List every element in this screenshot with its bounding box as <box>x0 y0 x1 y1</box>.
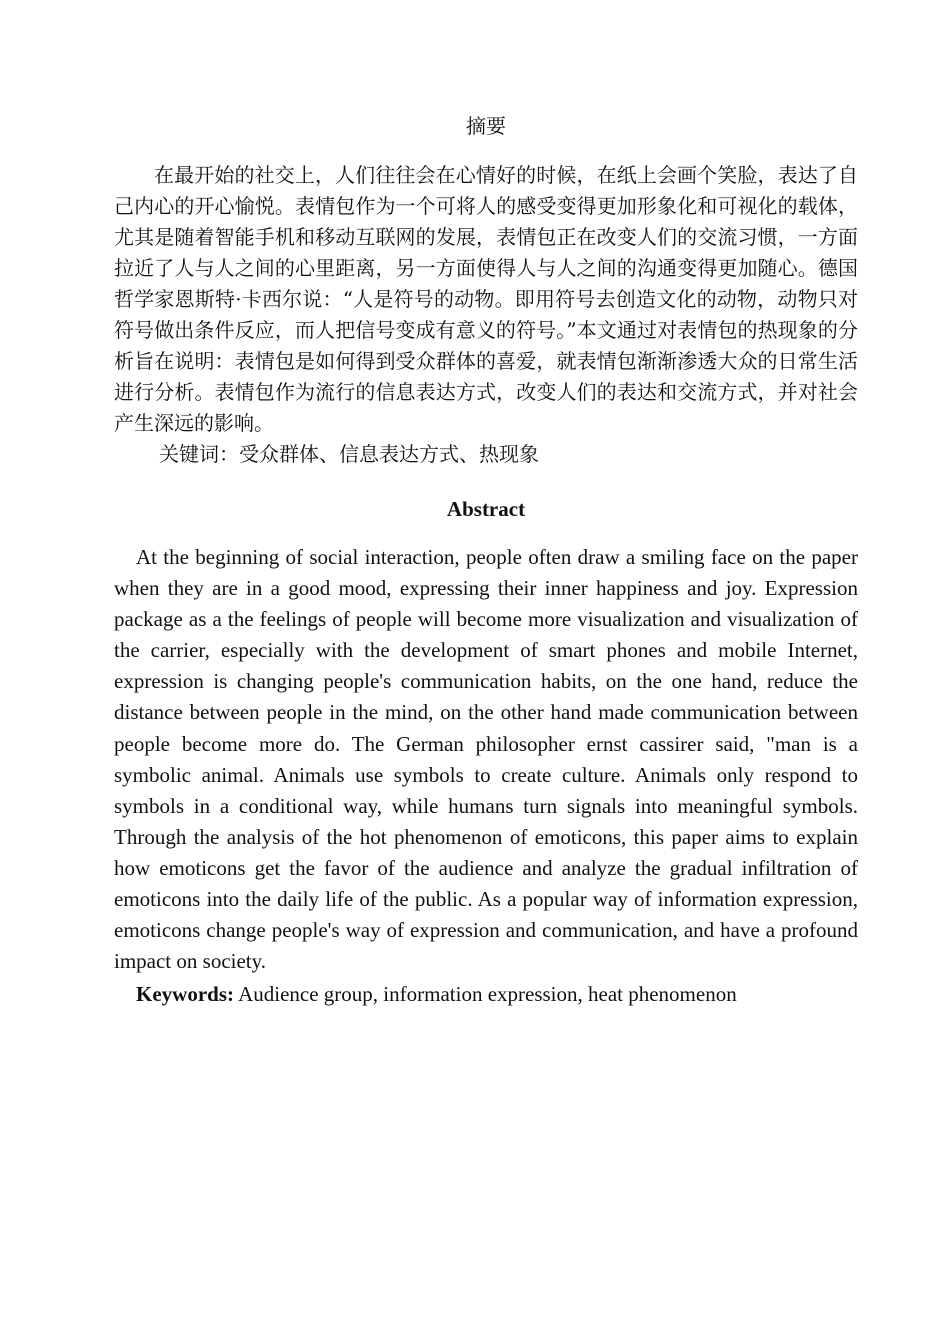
chinese-keywords <box>114 439 858 470</box>
english-keywords-text: Audience group, information expression, heat phenomenon <box>238 982 737 1007</box>
english-abstract-body: At the beginning of social interaction, people often draw a smiling face on the paper when they are in a good mood, expressing their inner happiness and joy. Expression package as a the feelings of people will become more visualization and visualization of the carrier, especially with the development of smart phones and mobile Internet, expression is changing people's communication habits, on the one hand, reduce the distance between people in the mind, on the other hand made communication between people become more do. The German philosopher ernst cassirer said, "man is a symbolic animal. Animals use symbols to create culture. Animals only respond to symbols in a conditional way, while humans turn signals into meaningful symbols. Through the analysis of the hot phenomenon of emoticons, this paper aims to explain how emoticons get the favor of the audience and analyze the gradual infiltration of emoticons into the daily life of the public. As a popular way of information expression, emoticons change people's way of expression and communication, and have a profound impact on society. <box>114 545 858 974</box>
english-keywords-label: Keywords: <box>136 982 234 1007</box>
english-abstract-title: Abstract <box>446 497 526 521</box>
chinese-keywords-label: 关键词： <box>159 442 239 466</box>
paper-page <box>114 110 858 1010</box>
english-keywords <box>114 979 858 1010</box>
chinese-keywords-text: 受众群体、信息表达方式、热现象 <box>239 442 539 466</box>
chinese-abstract-body: 在最开始的社交上，人们往往会在心情好的时候，在纸上会画个笑脸，表达了自己内心的开心愉悦。表情包作为一个可将人的感受变得更加形象化和可视化的载体，尤其是随着智能手机和移动互联网的发展，表情包正在改变人们的交流习惯，一方面拉近了人与人之间的心里距离，另一方面使得人与人之间的沟通变得更加随心。德国哲学家恩斯特·卡西尔说：“人是符号的动物。即用符号去创造文化的动物，动物只对符号做出条件反应，而人把信号变成有意义的符号。”本文通过对表情包的热现象的分析旨在说明：表情包是如何得到受众群体的喜爱，就表情包渐渐渗透大众的日常生活进行分析。表情包作为流行的信息表达方式，改变人们的表达和交流方式，并对社会产生深远的影响。 <box>114 163 858 435</box>
chinese-abstract-title: 摘要 <box>466 114 506 138</box>
